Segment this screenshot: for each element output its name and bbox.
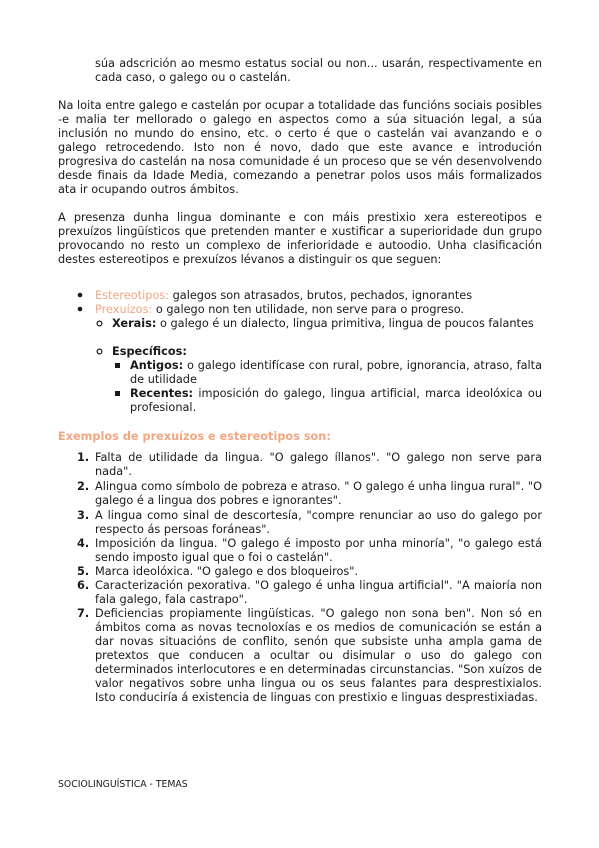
example-item-2: Alingua como símbolo de pobreza e atraso. " O galego é unha lingua rural". "O galego é a lingua dos pobres e ignorantes". [95,480,542,507]
example-number: 2. [77,480,90,493]
paragraph-1: Na loita entre galego e castelán por ocupar a totalidade das funcións sociais posibles -e malia ter mellorado o galego en aspectos como a súa situación legal, a súa inclusión no mundo do ensino, etc. o certo é que o castelán vai avanzando e o galego retrocedendo. Isto non é novo, dado que este avance e introdución progresiva do castelán na nosa comunidade é un proceso que se vén desenvolvendo desde finais da Idade Media, comezando a penetrar polos usos máis formalizados ata ir ocupando outros ámbitos. [58,99,542,196]
example-item-3: A lingua como sinal de descortesía, "compre renunciar ao uso do galego por respecto ás persoas foráneas". [95,509,542,536]
bullet-dot-icon [77,292,83,298]
estereotipos-text: galegos son atrasados, brutos, pechados, ignorantes [169,289,473,302]
antigos-text: o galego identifícase con rural, pobre, ignorancia, atraso, falta de utilidade [130,359,542,386]
bullet-square-icon [115,391,120,396]
bullet-square-icon [115,363,120,368]
xerais-text: o galego é un dialecto, lingua primitiva, lingua de poucos falantes [156,317,534,330]
bullet-circle-icon [96,348,103,355]
intro-continuation: súa adscrición ao mesmo estatus social ou non... usarán, respectivamente en cada caso, o galego ou o castelán. [95,57,542,84]
list-item-estereotipos [95,289,542,303]
bullet-circle-icon [96,320,103,327]
example-item-6: Caracterización pexorativa. "O galego é unha lingua artificial". "A maioría non fala galego, fala castrapo". [95,579,542,606]
prexuizos-label: Prexuízos: [95,303,153,316]
recentes-text: imposición do galego, lingua artificial, marca ideolóxica ou profesional. [130,387,542,414]
antigos-label: Antigos: [130,359,184,372]
page-footer: SOCIOLINGUÍSTICA - TEMAS [58,779,188,790]
xerais-label: Xerais: [112,317,157,330]
example-item-4: Imposición da lingua. "O galego é imposto por unha minoría", "o galego está sendo imposto igual que o foi o castelán". [95,537,542,564]
example-number: 3. [77,509,90,522]
example-number: 4. [77,537,90,550]
prexuizos-text: o galego non ten utilidade, non serve para o progreso. [152,303,465,316]
example-item-1: Falta de utilidade da lingua. "O galego íllanos". "O galego non serve para nada". [95,451,542,478]
list-item-antigos [130,359,542,387]
list-item-recentes [130,387,542,415]
recentes-label: Recentes: [130,387,194,400]
example-number: 6. [77,579,90,592]
example-item-7: Deficiencias propiamente lingüísticas. "O galego non sona ben". Non só en ámbitos coma as novas tecnoloxías e os medios de comunicación se están a dar novas situacións de conflito, senón que subsiste unha ampla gama de pretextos que conducen a ocultar ou disimular o uso do galego con determinados interlocutores e en determinadas circunstancias. "Son xuízos de valor negativos sobre unha lingua ou os seus falantes para desprestixialos. Isto conduciría á existencia de linguas con prestixio e linguas desprestixiadas. [95,607,542,704]
example-number: 5. [77,565,90,578]
list-item-especificos [112,345,542,359]
estereotipos-label: Estereotipos: [95,289,170,302]
especificos-label: Específicos: [112,345,187,358]
example-number: 1. [77,451,90,464]
example-number: 7. [77,607,90,620]
list-item-xerais [112,317,542,331]
bullet-dot-icon [77,306,83,312]
example-item-5: Marca ideolóxica. "O galego e dos bloqueiros". [95,565,359,578]
paragraph-2: A presenza dunha lingua dominante e con máis prestixio xera estereotipos e prexuízos lingüísticos que pretenden manter e xustificar a superioridade dun grupo provocando no resto un complexo de inferioridade e autoodio. Unha clasificación destes estereotipos e prexuízos lévanos a distinguir os que seguen: [58,211,542,266]
list-item-prexuizos [95,303,542,317]
examples-heading: Exemplos de prexuízos e estereotipos son: [58,430,331,443]
